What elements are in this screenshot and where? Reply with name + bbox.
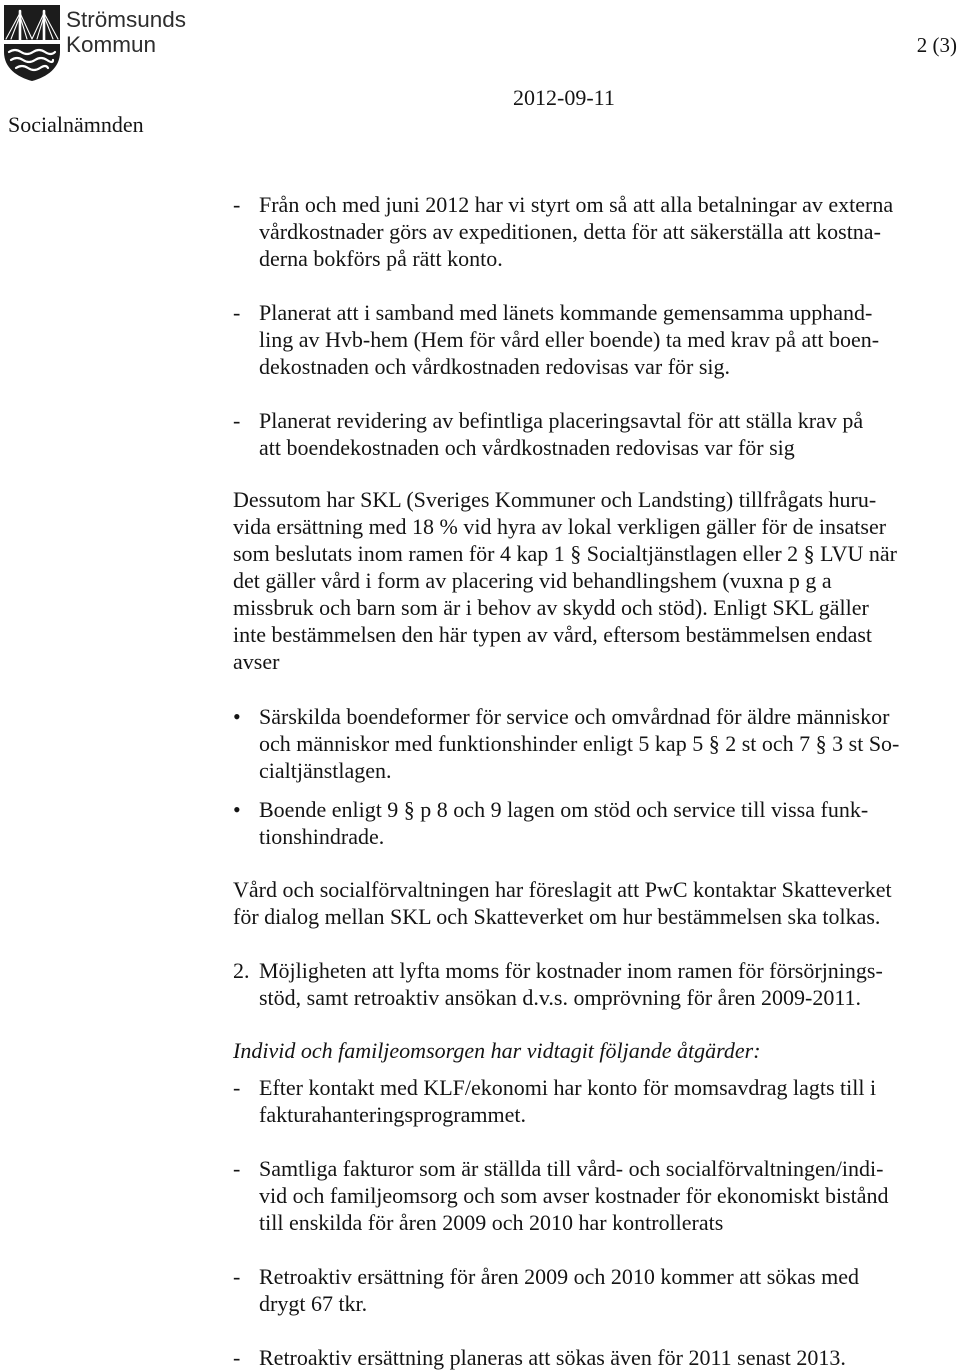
document-date: 2012-09-11: [513, 85, 615, 110]
text-line: för dialog mellan SKL och Skatteverket om hur bestämmelsen ska tolkas.: [233, 904, 881, 929]
section-heading: Individ och familjeomsorgen har vidtagit följande åtgärder:: [233, 1038, 761, 1063]
dash-marker: -: [233, 408, 241, 433]
page-number: 2 (3): [916, 33, 957, 57]
bullet-marker: •: [233, 704, 241, 729]
dash-marker: -: [233, 1345, 241, 1370]
number-marker: 2.: [233, 958, 250, 983]
dash-marker: -: [233, 1075, 241, 1100]
text-line: missbruk och barn som är i behov av skydd och stöd). Enligt SKL gäller: [233, 595, 869, 620]
dash-marker: -: [233, 1156, 241, 1181]
text-line: avser: [233, 649, 280, 674]
text-line: ling av Hvb-hem (Hem för vård eller boende) ta med krav på att boen-: [259, 327, 880, 352]
text-line: Boende enligt 9 § p 8 och 9 lagen om stöd och service till vissa funk-: [259, 797, 869, 822]
text-line: Från och med juni 2012 har vi styrt om så att alla betalningar av externa: [259, 192, 894, 217]
text-line: drygt 67 tkr.: [259, 1291, 368, 1316]
list-item: [233, 1344, 948, 1371]
text-line: som beslutats inom ramen för 4 kap 1 § Socialtjänstlagen eller 2 § LVU när: [233, 541, 897, 566]
text-line: Möjligheten att lyfta moms för kostnader inom ramen för försörjnings-: [259, 958, 883, 983]
document-body: [233, 191, 948, 1371]
bullet-item: [233, 703, 948, 784]
list-item: [233, 1074, 948, 1128]
bullet-item: [233, 796, 948, 850]
text-line: det gäller vård i form av placering vid behandlingshem (vuxna p g a: [233, 568, 832, 593]
text-line: Dessutom har SKL (Sveriges Kommuner och Landsting) tillfrågats huru-: [233, 487, 877, 512]
text-line: inte bestämmelsen den här typen av vård, eftersom bestämmelsen endast: [233, 622, 873, 647]
text-line: Planerat revidering av befintliga placeringsavtal för att ställa krav på: [259, 408, 864, 433]
paragraph: [233, 486, 948, 675]
text-line: cialtjänstlagen.: [259, 758, 392, 783]
text-line: att boendekostnaden och vårdkostnaden redovisas var för sig: [259, 435, 795, 460]
text-line: Efter kontakt med KLF/ekonomi har konto för momsavdrag lagts till i: [259, 1075, 877, 1100]
text-line: Vård och socialförvaltningen har föreslagit att PwC kontaktar Skatteverket: [233, 877, 892, 902]
text-line: fakturahanteringsprogrammet.: [259, 1102, 526, 1127]
list-item: [233, 1155, 948, 1236]
text-line: Retroaktiv ersättning för åren 2009 och 2010 kommer att sökas med: [259, 1264, 859, 1289]
dash-marker: -: [233, 300, 241, 325]
text-line: stöd, samt retroaktiv ansökan d.v.s. omprövning för åren 2009-2011.: [259, 985, 862, 1010]
text-line: vårdkostnader görs av expeditionen, detta för att säkerställa att kostna-: [259, 219, 881, 244]
numbered-item: [233, 957, 948, 1011]
text-line: till enskilda för åren 2009 och 2010 har kontrollerats: [259, 1210, 724, 1235]
municipal-bridge-emblem-icon: [3, 4, 61, 82]
list-item: [233, 299, 948, 380]
text-line: och människor med funktionshinder enligt 5 kap 5 § 2 st och 7 § 3 st So-: [259, 731, 900, 756]
department-name: Socialnämnden: [8, 112, 144, 137]
text-line: vida ersättning med 18 % vid hyra av lokal verkligen gäller för de insatser: [233, 514, 887, 539]
text-line: derna bokförs på rätt konto.: [259, 246, 503, 271]
text-line: Retroaktiv ersättning planeras att sökas även för 2011 senast 2013.: [259, 1345, 846, 1370]
dash-marker: -: [233, 1264, 241, 1289]
paragraph: [233, 876, 948, 930]
text-line: vid och familjeomsorg och som avser kostnader för ekonomiskt bistånd: [259, 1183, 889, 1208]
text-line: Särskilda boendeformer för service och omvårdnad för äldre människor: [259, 704, 890, 729]
list-item: [233, 191, 948, 272]
text-line: tionshindrade.: [259, 824, 385, 849]
list-item: [233, 407, 948, 461]
text-line: Planerat att i samband med länets kommande gemensamma upphand-: [259, 300, 873, 325]
logo-name-line2: Kommun: [66, 32, 157, 57]
text-line: dekostnaden och vårdkostnaden redovisas var för sig.: [259, 354, 731, 379]
list-item: [233, 1263, 948, 1317]
logo-name-line1: Strömsunds: [66, 7, 187, 32]
dash-marker: -: [233, 192, 241, 217]
text-line: Samtliga fakturor som är ställda till vård- och socialförvaltningen/indi-: [259, 1156, 884, 1181]
bullet-marker: •: [233, 797, 241, 822]
